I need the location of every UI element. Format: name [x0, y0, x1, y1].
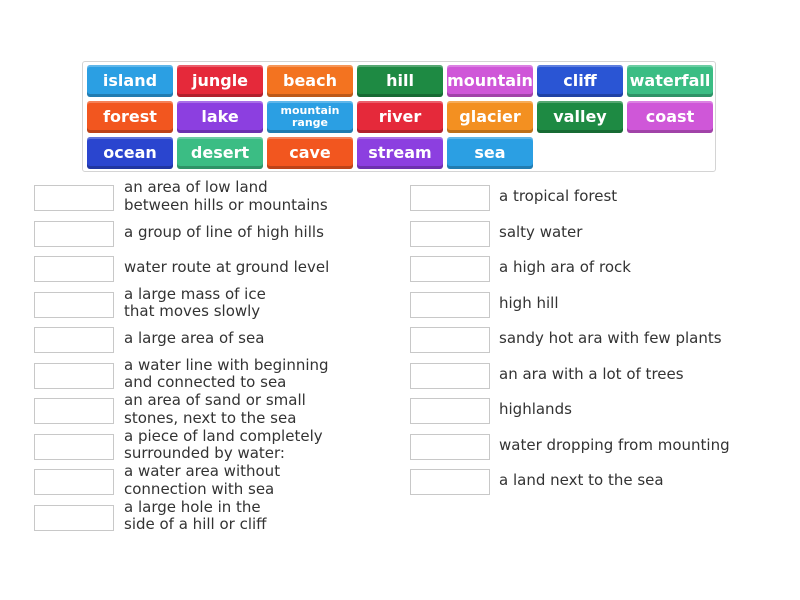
left-answer-slot[interactable] — [34, 434, 114, 460]
word-tile-hill[interactable]: hill — [357, 65, 443, 97]
right-clue-text: highlands — [499, 400, 572, 418]
word-tile-coast[interactable]: coast — [627, 101, 713, 133]
left-answer-slot[interactable] — [34, 469, 114, 495]
left-answer-slot[interactable] — [34, 398, 114, 424]
word-tile-island[interactable]: island — [87, 65, 173, 97]
left-clue-text: a large area of sea — [124, 329, 265, 347]
right-clue-text: a high ara of rock — [499, 258, 631, 276]
left-clue-text: a large mass of ice that moves slowly — [124, 284, 266, 320]
right-clue-text: an ara with a lot of trees — [499, 364, 684, 383]
left-answer-slot[interactable] — [34, 256, 114, 282]
right-answer-slot[interactable] — [410, 256, 490, 282]
left-answer-slot[interactable] — [34, 505, 114, 531]
left-clue-text: a water area without connection with sea — [124, 462, 281, 498]
right-answer-slot[interactable] — [410, 327, 490, 353]
left-answer-slot[interactable] — [34, 363, 114, 389]
right-answer-slot[interactable] — [410, 185, 490, 211]
left-answer-slot[interactable] — [34, 327, 114, 353]
right-clue-text: a land next to the sea — [499, 471, 664, 489]
word-tile-valley[interactable]: valley — [537, 101, 623, 133]
left-answer-slot[interactable] — [34, 292, 114, 318]
right-answer-slot[interactable] — [410, 469, 490, 495]
right-clue-text: sandy hot ara with few plants — [499, 329, 722, 347]
word-tile-mountain[interactable]: mountain — [447, 65, 533, 97]
word-tile-jungle[interactable]: jungle — [177, 65, 263, 97]
left-clue-text: a water line with beginning and connected to sea — [124, 355, 329, 391]
right-clue-text: high hill — [499, 293, 559, 312]
word-tile-stream[interactable]: stream — [357, 137, 443, 169]
right-answer-slot[interactable] — [410, 221, 490, 247]
left-clue-text: a piece of land completely surrounded by water: — [124, 426, 323, 462]
word-tile-river[interactable]: river — [357, 101, 443, 133]
word-tile-ocean[interactable]: ocean — [87, 137, 173, 169]
left-answer-slot[interactable] — [34, 185, 114, 211]
right-clue-text: a tropical forest — [499, 187, 618, 205]
right-answer-slot[interactable] — [410, 363, 490, 389]
word-tile-sea[interactable]: sea — [447, 137, 533, 169]
left-answer-slot[interactable] — [34, 221, 114, 247]
left-clue-text: a group of line of high hills — [124, 222, 324, 241]
left-clue-text: an area of low land between hills or mountains — [124, 178, 328, 214]
right-clue-text: water dropping from mounting — [499, 435, 730, 454]
left-clue-text: an area of sand or small stones, next to the sea — [124, 391, 306, 427]
word-tile-beach[interactable]: beach — [267, 65, 353, 97]
word-tile-forest[interactable]: forest — [87, 101, 173, 133]
word-tile-desert[interactable]: desert — [177, 137, 263, 169]
word-tile-mountain-range[interactable]: mountain range — [267, 101, 353, 133]
word-tile-cliff[interactable]: cliff — [537, 65, 623, 97]
word-tile-waterfall[interactable]: waterfall — [627, 65, 713, 97]
word-tile-cave[interactable]: cave — [267, 137, 353, 169]
left-clue-text: water route at ground level — [124, 258, 330, 276]
word-tile-glacier[interactable]: glacier — [447, 101, 533, 133]
left-clue-text: a large hole in the side of a hill or cliff — [124, 497, 267, 533]
right-answer-slot[interactable] — [410, 398, 490, 424]
right-clue-text: salty water — [499, 222, 583, 241]
right-answer-slot[interactable] — [410, 434, 490, 460]
right-answer-slot[interactable] — [410, 292, 490, 318]
word-tile-lake[interactable]: lake — [177, 101, 263, 133]
